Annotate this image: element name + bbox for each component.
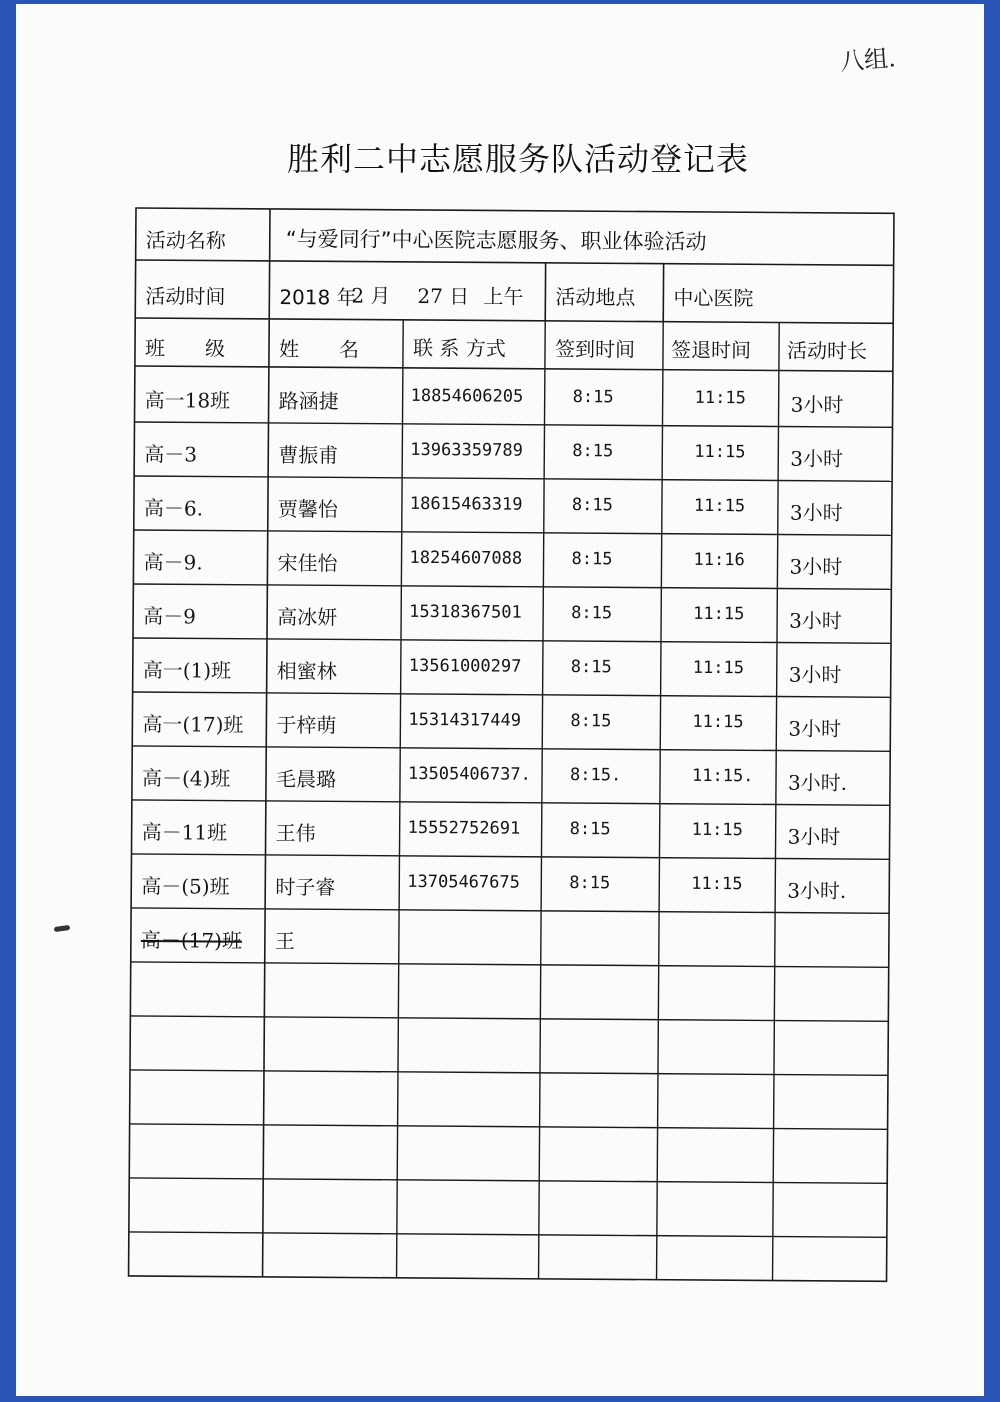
- sign-in-cell: 8:15: [571, 603, 613, 624]
- phone-cell: 15314317449: [408, 709, 522, 731]
- registration-table: [129, 208, 908, 1281]
- activity-place-label: 活动地点: [555, 284, 636, 310]
- duration-cell: 3小时: [789, 500, 843, 525]
- phone-cell: 13963359789: [410, 439, 523, 461]
- phone-cell: 13705467675: [407, 871, 520, 893]
- class-cell: 高－(5)班: [141, 874, 230, 899]
- sign-in-cell: 8:15: [571, 549, 613, 570]
- phone-cell: 13505406737.: [407, 763, 531, 785]
- phone-cell: 18254607088: [409, 547, 523, 569]
- name-cell: 王: [274, 928, 295, 954]
- duration-cell: 3小时: [788, 662, 842, 687]
- activity-time-label: 活动时间: [145, 284, 226, 309]
- class-cell: 高－3: [144, 442, 198, 467]
- sign-in-cell: 8:15: [570, 711, 612, 732]
- class-cell: 高－(4)班: [141, 766, 231, 791]
- name-cell: 路涵捷: [278, 389, 339, 414]
- name-cell: 王伟: [275, 820, 316, 846]
- sign-in-cell: 8:15: [572, 441, 614, 462]
- date-month: 2 月: [351, 283, 391, 308]
- duration-cell: 3小时: [788, 716, 842, 741]
- header-class: 班 级: [144, 336, 226, 361]
- name-cell: 高冰妍: [277, 604, 338, 630]
- activity-name-label: 活动名称: [145, 228, 226, 253]
- sign-in-cell: 8:15: [570, 657, 612, 678]
- phone-cell: 18854606205: [410, 385, 524, 407]
- sign-in-cell: 8:15: [572, 387, 614, 408]
- sign-out-cell: 11:15: [692, 711, 744, 733]
- name-cell: 宋佳怡: [277, 550, 338, 576]
- sign-in-cell: 8:15: [569, 873, 611, 894]
- sign-in-cell: 8:15: [571, 495, 613, 516]
- class-cell: 高－9.: [143, 550, 203, 575]
- class-cell: 高一(17)班: [142, 712, 244, 737]
- name-cell: 相蜜林: [276, 658, 337, 684]
- sign-out-cell: 11:15: [693, 603, 745, 625]
- duration-cell: 3小时: [789, 554, 843, 579]
- header-sign-in: 签到时间: [554, 336, 636, 362]
- class-cell: 高－6.: [143, 496, 204, 521]
- class-cell: 高一18班: [144, 388, 231, 413]
- class-cell: 高－11班: [141, 820, 228, 845]
- header-duration: 活动时长: [786, 338, 868, 364]
- date-year: 2018 年: [279, 285, 357, 310]
- name-cell: 毛晨璐: [275, 766, 337, 792]
- sign-out-cell: 11:15: [692, 657, 745, 679]
- sign-out-cell: 11:15: [691, 873, 743, 895]
- header-contact: 联 系 方式: [412, 335, 506, 361]
- header-sign-out: 签退时间: [670, 337, 752, 363]
- sign-in-cell: 8:15.: [569, 765, 622, 786]
- name-cell: 于梓萌: [276, 712, 337, 738]
- activity-name-value: “与爱同行”中心医院志愿服务、职业体验活动: [285, 227, 707, 254]
- sign-out-cell: 11:15: [694, 387, 746, 409]
- phone-cell: 13561000297: [408, 655, 522, 677]
- sign-out-cell: 11:15: [691, 819, 743, 841]
- duration-cell: 3小时.: [787, 878, 847, 903]
- sign-out-cell: 11:15.: [691, 765, 754, 787]
- name-cell: 贾馨怡: [277, 496, 338, 522]
- date-period: 上午: [483, 284, 524, 309]
- name-cell: 时子睿: [275, 874, 336, 900]
- form-title: 胜利二中志愿服务队活动登记表: [286, 140, 749, 178]
- sign-out-cell: 11:15: [694, 441, 746, 463]
- class-cell: 高－9: [143, 604, 196, 629]
- group-note: 八组.: [839, 44, 897, 76]
- sign-out-cell: 11:16: [693, 549, 745, 571]
- date-day: 27 日: [417, 283, 470, 309]
- sign-out-cell: 11:15: [693, 495, 746, 517]
- phone-cell: 15318367501: [409, 601, 522, 623]
- phone-cell: 15552752691: [407, 817, 521, 839]
- activity-place-value: 中心医院: [673, 285, 754, 311]
- duration-cell: 3小时: [789, 608, 842, 633]
- sign-in-cell: 8:15: [569, 819, 611, 840]
- duration-cell: 3小时: [790, 392, 844, 417]
- phone-cell: 18615463319: [409, 493, 523, 515]
- class-cell: 高一(1)班: [142, 658, 232, 683]
- table-grid: [129, 208, 908, 1281]
- duration-cell: 3小时: [787, 824, 841, 849]
- duration-cell: 3小时: [790, 446, 844, 471]
- class-cell: 高－(17)班: [140, 928, 243, 953]
- name-cell: 曹振甫: [278, 442, 339, 468]
- duration-cell: 3小时.: [787, 770, 848, 795]
- header-name: 姓 名: [278, 337, 360, 362]
